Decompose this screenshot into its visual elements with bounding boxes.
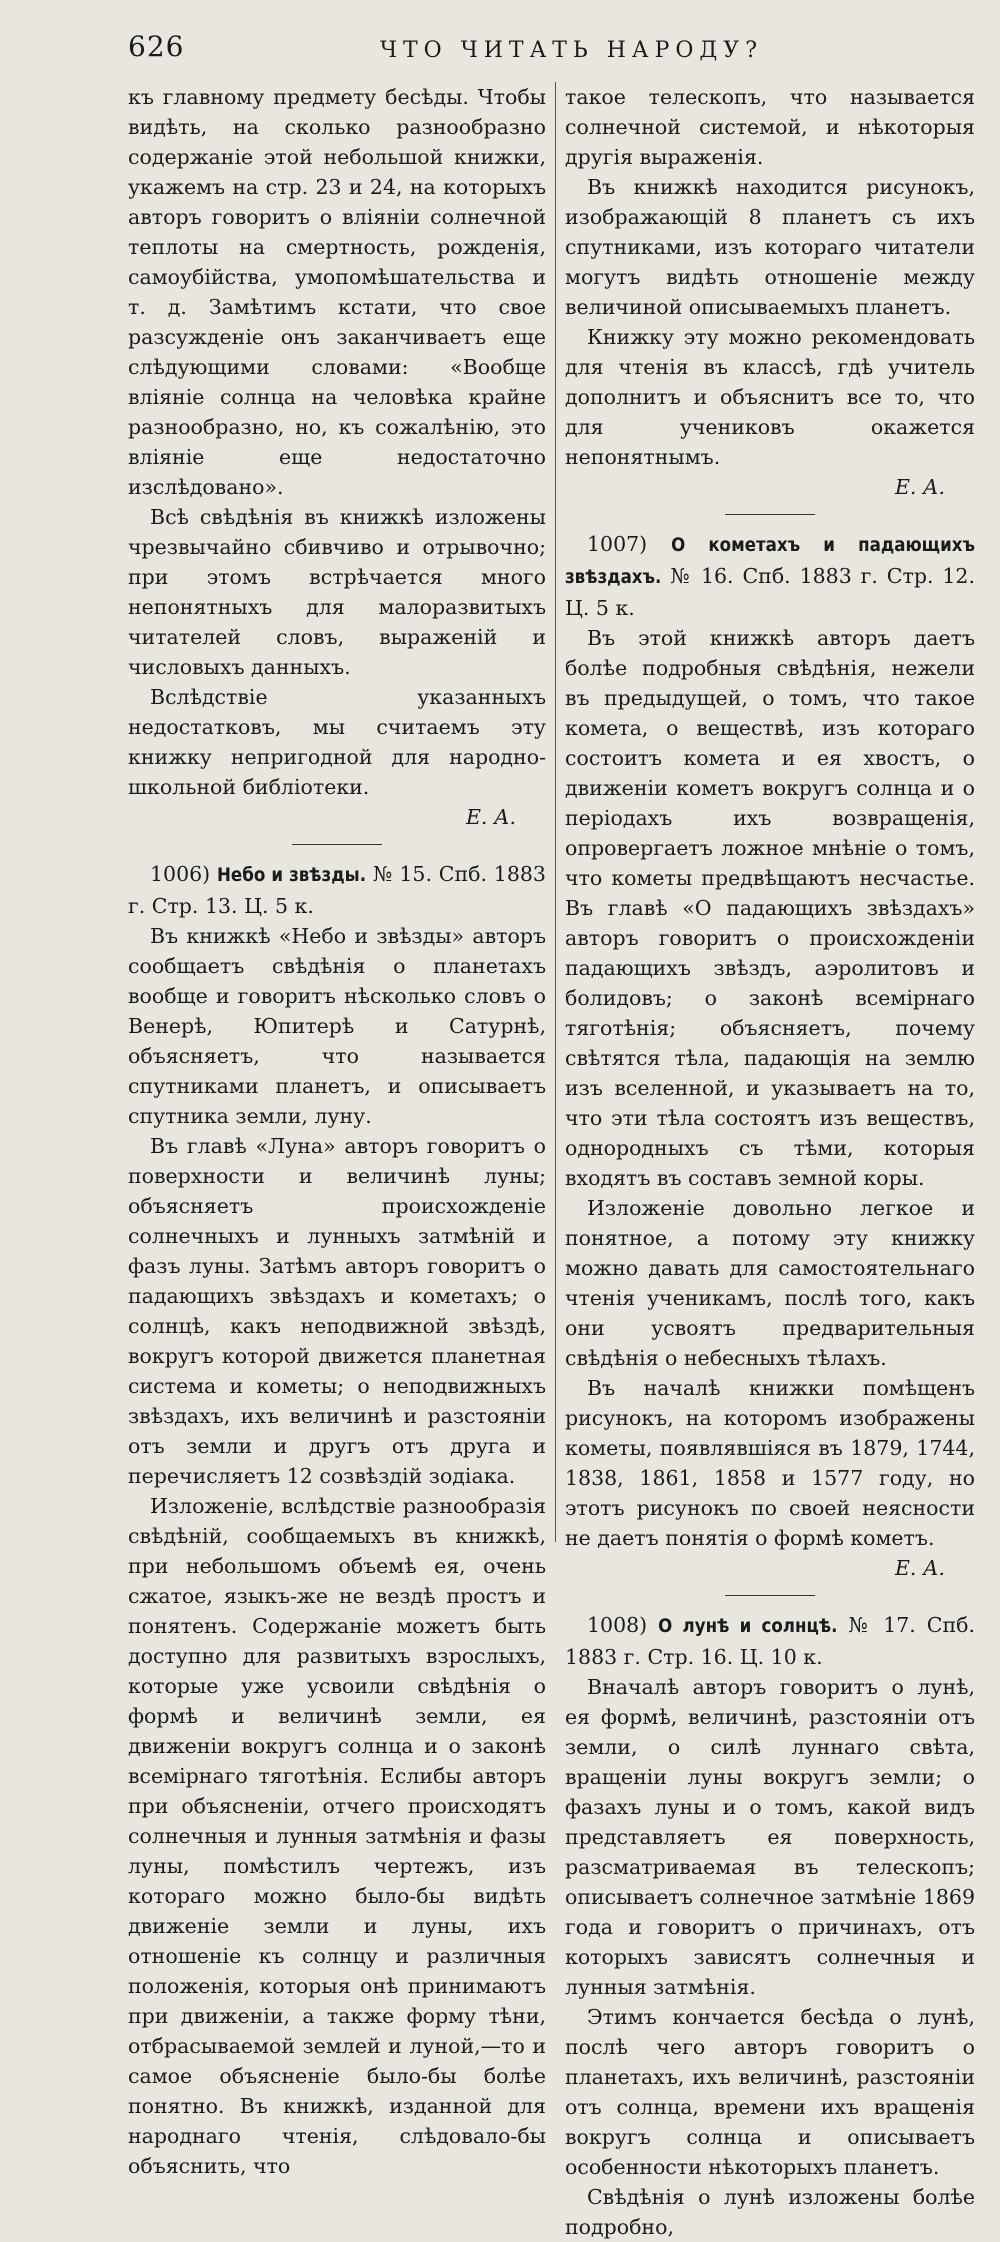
paragraph: Вслѣдствіе указанныхъ недостатковъ, мы считаемъ эту книжку непригодной для народно-школьной библіотеки. <box>128 685 546 799</box>
paragraph: Изложеніе, вслѣдствіе разнообразія свѣдѣній, сообщаемыхъ въ книжкѣ, при небольшомъ объемѣ ея, очень сжатое, языкъ-же не вездѣ простъ и понятенъ. Содержаніе можетъ быть доступно для развитыхъ взрослыхъ, которые уже усвоили свѣдѣнія о формѣ и величинѣ земли, ея движеніи вокругъ солнца и о законѣ всемірнаго тяготѣнія. Еслибы авторъ при объясненіи, отчего происходятъ солнечныя и лунныя затмѣнія и фазы луны, помѣстилъ чертежъ, изъ котораго можно было-бы видѣть движеніе земли и луны, ихъ отношеніе къ солнцу и различныя положенія, которыя онѣ принимаютъ при движеніи, а также форму тѣни, отбрасываемой землей и луной,—то и самое объясненіе было-бы болѣе понятно. Въ книжкѣ, изданной для народнаго чтенія, слѣдовало-бы объяснить, что <box>128 1494 546 2178</box>
entry-heading-1008 <box>565 1610 975 1672</box>
paragraph: Въ главѣ «Луна» авторъ говоритъ о поверхности и величинѣ луны; объясняетъ происхожденіе солнечныхъ и лунныхъ затмѣній и фазъ луны. Затѣмъ авторъ говоритъ о падающихъ звѣздахъ и кометахъ; о солнцѣ, какъ неподвижной звѣздѣ, вокругъ которой движется планетная система и кометы; о неподвижныхъ звѣздахъ, ихъ величинѣ и разстояніи отъ земли и другъ отъ друга и перечисляетъ 12 созвѣздій зодіака. <box>128 1134 546 1488</box>
running-title: ЧТО ЧИТАТЬ НАРОДУ? <box>380 38 763 63</box>
signature: Е. А. <box>894 1556 945 1580</box>
section-divider <box>725 514 815 515</box>
paragraph: Въ началѣ книжки помѣщенъ рисунокъ, на которомъ изображены кометы, появлявшіяся въ 1879, 1744, 1838, 1861, 1858 и 1577 году, но этотъ рисунокъ по своей неясности не даетъ понятія о формѣ кометъ. <box>565 1376 975 1550</box>
entry-number: 1007) <box>587 532 648 556</box>
page-header <box>0 18 1000 76</box>
signature: Е. А. <box>894 475 945 499</box>
entry-number: 1006) <box>150 862 211 886</box>
paragraph: Въ этой книжкѣ авторъ даетъ болѣе подробныя свѣдѣнія, нежели въ предыдущей, о томъ, что такое комета, о веществѣ, изъ котораго состоитъ комета и ея хвостъ, о движеніи кометъ вокругъ солнца и о періодахъ ихъ возвращенія, опровергаетъ ложное мнѣніе о томъ, что кометы предвѣщаютъ несчастье. Въ главѣ «О падающихъ звѣздахъ» авторъ говоритъ о происхожденіи падающихъ звѣздъ, аэролитовъ и болидовъ; о законѣ всемірнаго тяготѣнія; объясняетъ, почему свѣтятся тѣла, падающія на землю изъ вселенной, и указываетъ на то, что эти тѣла состоятъ изъ веществъ, однородныхъ съ тѣми, которыя входятъ въ составъ земной коры. <box>565 626 975 1190</box>
paragraph: Вначалѣ авторъ говоритъ о лунѣ, ея формѣ, величинѣ, разстояніи отъ земли, о силѣ луннаго свѣта, вращеніи луны вокругъ земли; о фазахъ луны и о томъ, какой видъ представляетъ ея поверхность, разсматриваемая въ телескопъ; описываетъ солнечное затмѣніе 1869 года и говоритъ о причинахъ, отъ которыхъ зависятъ солнечныя и лунныя затмѣнія. <box>565 1675 975 1999</box>
paragraph: Изложеніе довольно легкое и понятное, а потому эту книжку можно давать для самостоятельнаго чтенія ученикамъ, послѣ того, какъ они усвоятъ предварительныя свѣдѣнія о небесныхъ тѣлахъ. <box>565 1196 975 1370</box>
entry-meta: № 17. Спб. 1883 г. Стр. 16. Ц. 10 к. <box>565 1613 975 1669</box>
section-divider <box>292 844 382 845</box>
paragraph: Въ книжкѣ «Небо и звѣзды» авторъ сообщаетъ свѣдѣнія о планетахъ вообще и говоритъ нѣсколько словъ о Венерѣ, Юпитерѣ и Сатурнѣ, объясняетъ, что называется спутниками планетъ, и описываетъ спутника земли, луну. <box>128 924 546 1128</box>
paragraph: къ главному предмету бесѣды. Чтобы видѣть, на сколько разнообразно содержаніе этой небольшой книжки, укажемъ на стр. 23 и 24, на которыхъ авторъ говоритъ о вліяніи солнечной теплоты на смертность, рожденія, самоубійства, умопомѣшательства и т. д. Замѣтимъ кстати, что свое разсужденіе онъ заканчиваетъ еще слѣдующими словами: «Вообще вліяніе солнца на человѣка крайне разнообразно, но, къ сожалѣнію, это вліяніе еще недостаточно изслѣдовано». <box>128 85 546 499</box>
entry-heading-1007 <box>565 529 975 623</box>
signature: Е. А. <box>465 805 516 829</box>
paragraph: Этимъ кончается бесѣда о лунѣ, послѣ чего авторъ говоритъ о планетахъ, ихъ величинѣ, разстояніи отъ солнца, времени ихъ вращенія вокругъ солнца и описываетъ особенности нѣкоторыхъ планетъ. <box>565 2005 975 2179</box>
paragraph: Въ книжкѣ находится рисунокъ, изображающій 8 планетъ съ ихъ спутниками, изъ котораго читатели могутъ видѣть отношеніе между величиной описываемыхъ планетъ. <box>565 175 975 319</box>
section-divider <box>725 1595 815 1596</box>
entry-heading-1006 <box>128 859 546 921</box>
paragraph: Свѣдѣнія о лунѣ изложены болѣе подробно, <box>565 2185 975 2239</box>
entry-title: О лунѣ и солнцѣ. <box>658 1616 838 1637</box>
entry-meta: № 15. Спб. 1883 г. Стр. 13. Ц. 5 к. <box>128 862 546 918</box>
column-divider <box>555 82 556 1542</box>
entry-title: Небо и звѣзды. <box>216 865 367 886</box>
entry-meta: № 16. Спб. 1883 г. Стр. 12. Ц. 5 к. <box>565 564 975 620</box>
paragraph: такое телескопъ, что называется солнечной системой, и нѣкоторыя другія выраженія. <box>565 85 975 169</box>
entry-title: О кометахъ и падающихъ звѣздахъ. <box>565 535 975 588</box>
left-column <box>128 82 546 2181</box>
page-number: 626 <box>128 30 185 63</box>
paragraph: Всѣ свѣдѣнія въ книжкѣ изложены чрезвычайно сбивчиво и отрывочно; при этомъ встрѣчается много непонятныхъ для малоразвитыхъ читателей словъ, выраженій и числовыхъ данныхъ. <box>128 505 546 679</box>
entry-number: 1008) <box>587 1613 648 1637</box>
paragraph: Книжку эту можно рекомендовать для чтенія въ классѣ, гдѣ учитель дополнитъ и объяснитъ все то, что для учениковъ окажется непонятнымъ. <box>565 325 975 469</box>
right-column <box>565 82 975 2242</box>
